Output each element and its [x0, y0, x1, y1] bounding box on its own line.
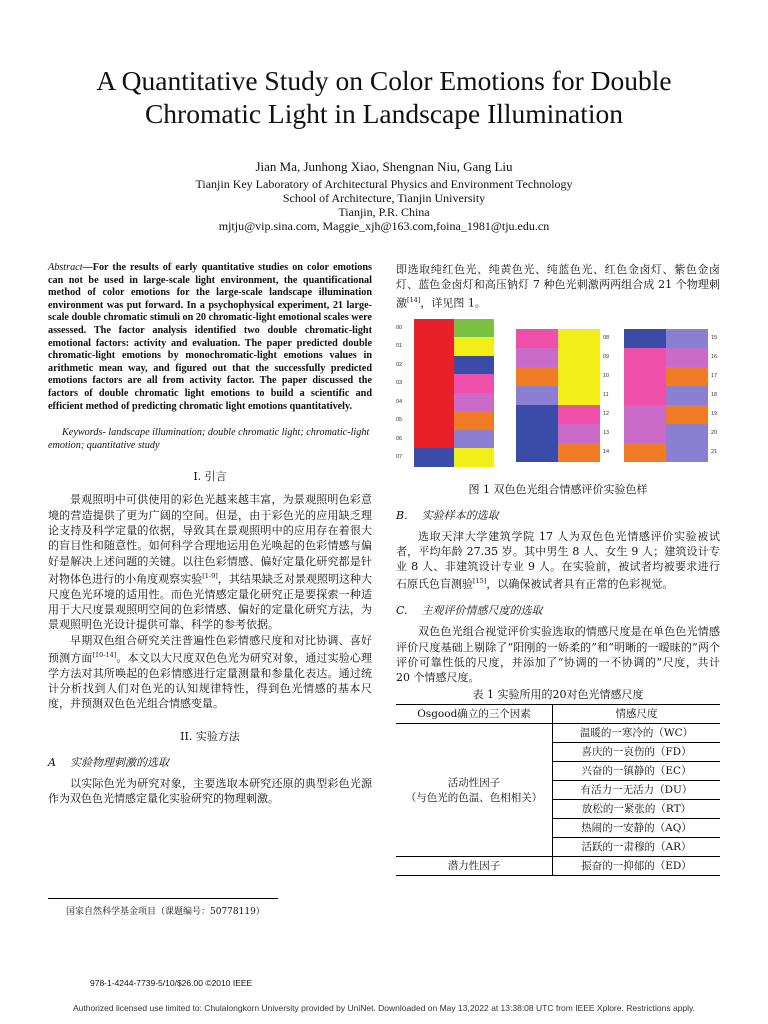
- table-cell: 放松的一紧张的（RT）: [553, 799, 721, 818]
- color-swatch: [414, 411, 454, 430]
- table-header-factor: Osgood确立的三个因素: [396, 704, 553, 723]
- color-swatch: [414, 337, 454, 356]
- right-column: [396, 262, 720, 876]
- color-swatch: [516, 348, 558, 367]
- color-swatch: [516, 424, 558, 443]
- citation: [14]: [407, 295, 421, 304]
- swatch-label: 15: [711, 335, 718, 342]
- color-swatch: [624, 386, 666, 405]
- swatch-label: 01: [396, 343, 403, 350]
- figure-caption: 图 1 双色色光组合情感评价实验色样: [468, 482, 648, 496]
- color-swatch: [558, 424, 600, 443]
- table-row: [396, 856, 720, 875]
- table-cell: 兴奋的一镇静的（EC）: [553, 761, 721, 780]
- swatch-label: 04: [396, 398, 403, 405]
- sample-paragraph: 选取天津大学建筑学院 17 人为双色色光情感评价实验被试者，平均年龄 27.35 岁。其中男生 8 人、女生 9 人；建筑设计专业 8 人、非建筑设计专业 9 人。在实验前，被试者均被要求进行石原氏色盲测验[15]，以确保被试者具有正常的色彩视觉。: [396, 529, 720, 592]
- subsection-heading-b: B. 实验样本的选取: [396, 508, 499, 522]
- color-swatch: [624, 367, 666, 386]
- color-swatch: [414, 319, 454, 338]
- factor-potency-cell: 潜力性因子: [396, 856, 553, 875]
- swatch-label: 09: [603, 354, 610, 361]
- color-swatch: [414, 374, 454, 393]
- swatch-label: 00: [396, 324, 403, 331]
- color-swatch: [558, 443, 600, 462]
- table-cell: 振奋的一抑郁的（ED）: [553, 856, 721, 875]
- color-swatch: [516, 405, 558, 424]
- color-swatch: [454, 448, 494, 467]
- color-swatch: [414, 448, 454, 467]
- color-swatch: [666, 348, 708, 367]
- color-swatch: [454, 411, 494, 430]
- swatch-label: 17: [711, 373, 718, 380]
- scales-paragraph: 双色色光组合视觉评价实验选取的情感尺度是在单色色光情感评价尺度基础上剔除了“阳刚的一娇柔的”和“明晰的一暧昧的”两个评价可靠性低的尺度，并添加了“协调的一不协调的”尺度，共计 20 个情感尺度。: [396, 625, 720, 685]
- color-swatch: [666, 329, 708, 348]
- title-line-1: A Quantitative Study on Color Emotions for Double: [96, 65, 672, 96]
- abstract-text: —For the results of early quantitative studies on color emotions can not be used in large-scale light environment, the quantificational method of color emotions for the large-scale landscape illumination environment was put forward. In a psychophysical experiment, 21 large-scale double chromatic stimuli on 20 chromatic-light emotional scales were assessed. The factor analysis identified two double chromatic-light emotional factors: activity and evaluation. The paper predicted double chromatic-light emotions by monochromatic-light emotions values in arithmetic mean way, and figured out that the successfully predicted emotions factors are all from activity factor. The paper discussed the factors of double chromatic light emotions to build a scientific and efficient method of predicting chromatic light emotions quantitatively.: [48, 262, 372, 412]
- left-column: [48, 262, 372, 806]
- swatch-label: 05: [396, 417, 403, 424]
- color-swatch: [454, 337, 494, 356]
- table-cell: 活跃的一肃穆的（AR）: [553, 837, 721, 856]
- affiliation-2: School of Architecture, Tianjin University: [282, 191, 486, 205]
- license-footer: Authorized licensed use limited to: Chulalongkorn University provided by UniNet. Downloaded on May 13,2022 at 13:38:08 UTC from IEEE Xplore. Restrictions apply.: [72, 1003, 696, 1013]
- color-swatch: [414, 393, 454, 412]
- swatch-label: 21: [711, 449, 718, 456]
- color-swatch: [558, 348, 600, 367]
- author-block: [0, 160, 768, 233]
- swatch-label: 03: [396, 380, 403, 387]
- title-line-2: Chromatic Light in Landscape Illumination: [144, 98, 624, 129]
- table-cell: 热闹的一安静的（AQ）: [553, 818, 721, 837]
- color-swatch: [558, 405, 600, 424]
- stimuli-paragraph: 即选取纯红色光、纯黄色光、纯蓝色光、红色金卤灯、紫色金卤灯、蓝色金卤灯和高压钠灯 7 种色光刺激两两组合成 21 个物理刺激[14]，详见图 1。: [396, 263, 720, 310]
- swatch-label: 12: [603, 411, 610, 418]
- color-swatch: [624, 348, 666, 367]
- swatch-label: 16: [711, 354, 718, 361]
- color-swatch: [558, 386, 600, 405]
- color-swatch: [516, 329, 558, 348]
- swatch-label: 18: [711, 392, 718, 399]
- color-swatch: [666, 443, 708, 462]
- color-swatch: [624, 443, 666, 462]
- color-swatch: [558, 367, 600, 386]
- intro-paragraph-1: 景观照明中可供使用的彩色光越来越丰富，为景观照明色彩意境的营造提供了更为广阔的空间。但是，由于彩色光的应用缺乏理论支持及科学定量的依据，导致其在景观照明中的应用存在着很大的盲目性和随意性。如何科学合理地运用色光唤起的色彩情感与偏好是解决上述问题的关键。以往色彩情感、偏好定量化研究都是针对物体色进行的小角度观察实验[1-9]，其结果缺乏对景观照明这种大尺度色光环境的适用性。而色光情感定量化研究正是要探索一种适用于大尺度景观照明空间的色彩情感、偏好的定量化研究方法，为景观照明色光设计提供可靠、科学的参考依据。: [48, 493, 373, 632]
- section-heading-method: II. 实验方法: [180, 729, 240, 743]
- citation: [1-9]: [202, 571, 218, 580]
- table-cell: 温暖的一寒冷的（WC）: [553, 723, 721, 742]
- color-swatch: [454, 319, 494, 338]
- citation: [15]: [473, 577, 487, 586]
- intro-paragraph-2: 早期双色组合研究关注普遍性色彩情感尺度和对比协调、喜好预测方面[10-14]。本文以大尺度双色色光为研究对象，通过实验心理学方法对其所唤起的色彩情感进行定量测量和参量化表达。通过统计分析找到人们对色光的认知规律特性，得到色光情感的基本尺度，并预测双色色光组合情感变量。: [48, 633, 373, 711]
- citation: [10-14]: [92, 650, 117, 659]
- subsection-heading-c: C. 主观评价情感尺度的选取: [396, 604, 543, 618]
- color-swatch: [414, 430, 454, 449]
- color-swatch: [666, 405, 708, 424]
- swatch-label: 11: [603, 392, 609, 399]
- swatch-label: 20: [711, 430, 718, 437]
- color-swatch: [666, 367, 708, 386]
- color-swatch: [454, 356, 494, 375]
- section-heading-intro: I. 引言: [193, 470, 227, 484]
- table-cell: 有活力一无活力（DU）: [553, 780, 721, 799]
- color-swatch: [666, 386, 708, 405]
- emotion-scales-table: [396, 704, 720, 876]
- color-swatch: [624, 405, 666, 424]
- author-names: Jian Ma, Junhong Xiao, Shengnan Niu, Gang Liu: [255, 159, 513, 174]
- color-swatch: [516, 367, 558, 386]
- swatch-label: 19: [711, 411, 718, 418]
- color-swatch: [624, 329, 666, 348]
- color-swatch: [454, 374, 494, 393]
- factor-activity-cell: 活动性因子 （与色光的色温、色相相关）: [396, 723, 553, 856]
- footnote-rule: [48, 898, 278, 899]
- color-swatch: [624, 424, 666, 443]
- swatch-label: 07: [396, 454, 403, 461]
- swatch-label: 08: [603, 335, 610, 342]
- abstract: [48, 262, 372, 413]
- table-row: [396, 723, 720, 742]
- affiliation-1: Tianjin Key Laboratory of Architectural Physics and Environment Technology: [195, 177, 573, 191]
- footnote: [48, 898, 372, 917]
- paper-title: [40, 64, 728, 130]
- affiliation-3: Tianjin, P.R. China: [338, 205, 430, 219]
- color-swatch: [454, 430, 494, 449]
- subsection-heading-a: A 实验物理刺激的选取: [48, 755, 169, 769]
- swatch-label: 10: [603, 373, 610, 380]
- abstract-label: Abstract: [48, 262, 83, 273]
- color-swatch: [558, 329, 600, 348]
- table-header-scale: 情感尺度: [553, 704, 721, 723]
- table-caption: 表 1 实验所用的20对色光情感尺度: [472, 687, 644, 701]
- color-swatch: [454, 393, 494, 412]
- isbn-line: 978-1-4244-7739-5/10/$26.00 ©2010 IEEE: [90, 978, 253, 988]
- author-emails: mjtju@vip.sina.com, Maggie_xjh@163.com,foina_1981@tju.edu.cn: [218, 219, 550, 233]
- method-paragraph-a: 以实际色光为研究对象，主要选取本研究还原的典型彩色光源作为双色色光情感定量化实验研究的物理刺激。: [48, 776, 372, 806]
- color-swatch: [666, 424, 708, 443]
- swatch-label: 13: [603, 430, 610, 437]
- swatch-label: 06: [396, 435, 403, 442]
- color-swatch: [414, 356, 454, 375]
- keywords: Keywords- landscape illumination; double chromatic light; chromatic-light emotion; quantitative study: [48, 427, 370, 451]
- footnote-text: 国家自然科学基金项目（课题编号：50778119）: [66, 907, 265, 917]
- color-swatch: [516, 443, 558, 462]
- swatch-label: 02: [396, 361, 403, 368]
- figure-color-samples: [396, 319, 720, 479]
- table-header-row: [396, 704, 720, 723]
- color-swatch: [516, 386, 558, 405]
- swatch-label: 14: [603, 449, 610, 456]
- table-cell: 喜庆的一哀伤的（FD）: [553, 742, 721, 761]
